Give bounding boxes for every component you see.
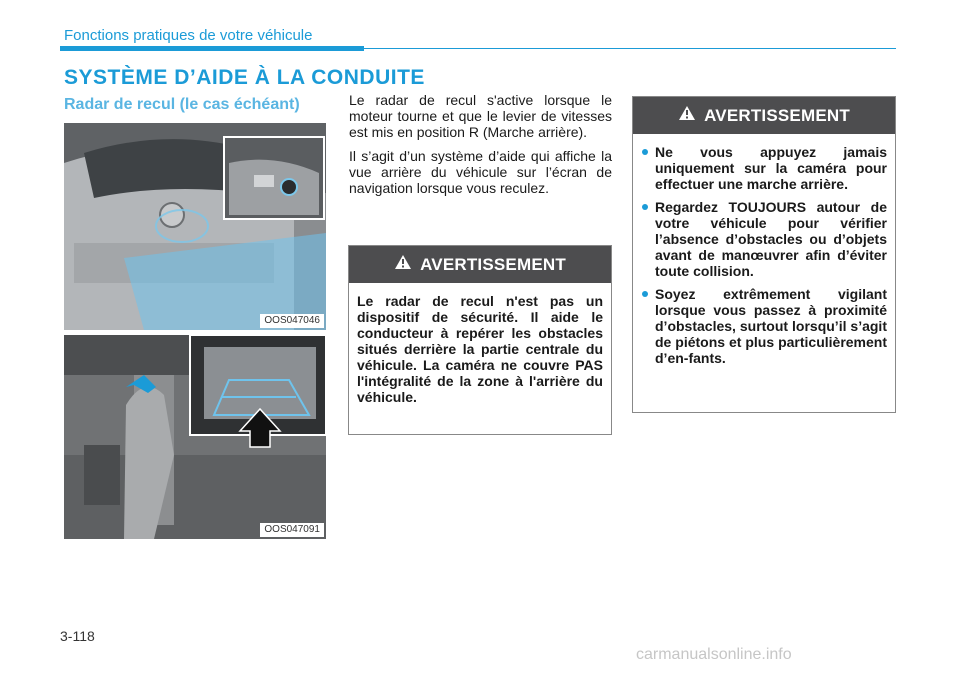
warning-item: Ne vous appuyez jamais uniquement sur la caméra pour effectuer une marche arrière. <box>641 144 887 192</box>
watermark: carmanualsonline.info <box>636 646 792 663</box>
warning-header <box>349 246 611 283</box>
warning-icon <box>678 105 696 126</box>
section-title: SYSTÈME D’AIDE À LA CONDUITE <box>64 66 425 89</box>
chapter-title: Fonctions pratiques de votre véhicule <box>64 27 313 44</box>
warning-title: AVERTISSEMENT <box>704 105 850 125</box>
warning-item: Regardez TOUJOURS autour de votre véhicule pour vérifier l’absence d’obstacles ou d’objets avant de manœuvrer afin d’éviter toute collision. <box>641 199 887 279</box>
header-divider <box>364 48 896 49</box>
warning-text: Le radar de recul n'est pas un dispositif de sécurité. Il aide le conducteur à repérer les obstacles situés derrière la partie centrale du véhicule. La caméra ne couvre PAS l'intégralité de la zone à l'arrière du véhicule. <box>357 293 603 405</box>
warning-header <box>633 97 895 134</box>
figure-shifter-display <box>64 335 326 539</box>
rear-camera-illustration <box>64 123 326 330</box>
warning-icon <box>394 254 412 275</box>
warning-box-radar <box>348 245 612 435</box>
figure-code: OOS047046 <box>260 314 324 328</box>
figure-code: OOS047091 <box>260 523 324 537</box>
subsection-title: Radar de recul (le cas échéant) <box>64 96 300 113</box>
chapter-header-bar <box>60 46 364 51</box>
shifter-display-illustration <box>64 335 326 539</box>
warning-title: AVERTISSEMENT <box>420 254 566 274</box>
body-text <box>349 92 612 204</box>
figure-rear-camera <box>64 123 326 330</box>
warning-box-camera <box>632 96 896 413</box>
page-number: 3-118 <box>60 628 95 644</box>
warning-item: Soyez extrêmement vigilant lorsque vous passez à proximité d’obstacles, surtout lorsqu’il s’agit de piétons et plus particulièrement d’en-fants. <box>641 286 887 366</box>
warning-list <box>633 134 895 383</box>
paragraph: Le radar de recul s'active lorsque le moteur tourne et que le levier de vitesses est mis en position R (Marche arrière). <box>349 92 612 140</box>
paragraph: Il s’agit d’un système d’aide qui affiche la vue arrière du véhicule sur l’écran de navigation lorsque vous reculez. <box>349 148 612 196</box>
